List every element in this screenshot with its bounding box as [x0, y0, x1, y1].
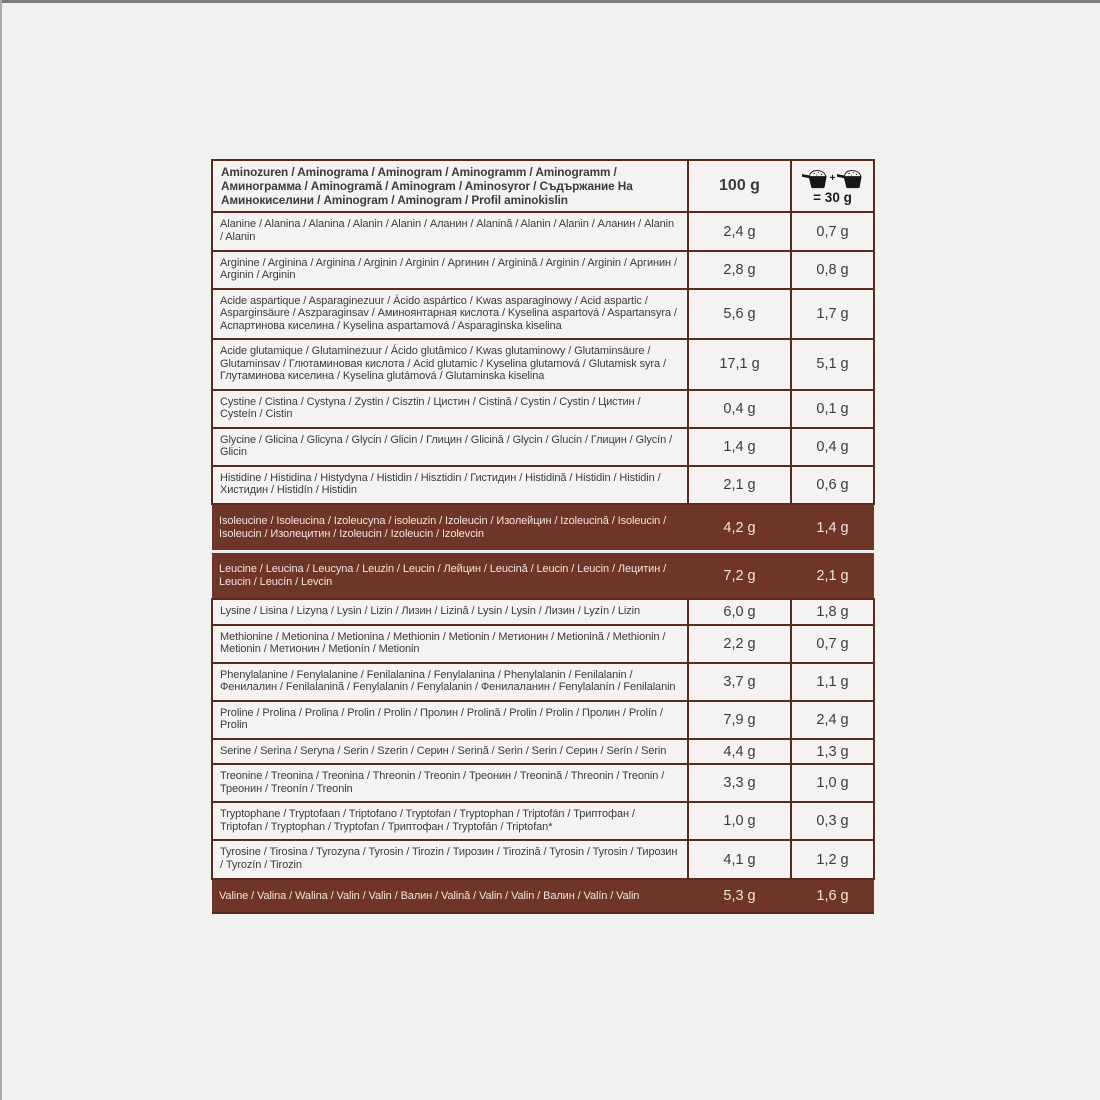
screen-top-edge	[0, 0, 1100, 3]
amino-acid-label: Cystine / Cistina / Cystyna / Zystin / Cisztin / Цистин / Cistină / Cystin / Cystin / Цистин / Cysteín / Cistin	[212, 390, 688, 428]
value-per-100g: 5,6 g	[688, 289, 791, 340]
amino-acid-label: Histidine / Histidina / Histydyna / Histidin / Hisztidin / Гистидин / Histidină / Histidin / Histidin / Хистидин / Histidín / Histidin	[212, 466, 688, 504]
table-row-lysine	[212, 599, 874, 625]
value-per-100g: 5,3 g	[688, 879, 791, 914]
amino-acid-label: Proline / Prolina / Prolina / Prolin / Prolin / Пролин / Prolină / Prolin / Prolin / Пролин / Prolín / Prolin	[212, 701, 688, 739]
table-row-glutamic-acid	[212, 339, 874, 390]
table-row-arginine	[212, 251, 874, 289]
value-per-100g: 2,1 g	[688, 466, 791, 504]
amino-acid-label: Alanine / Alanina / Alanina / Alanin / Alanin / Аланин / Alanină / Alanin / Alanin / Аланин / Alanin / Alanin	[212, 212, 688, 250]
aminogram-table	[211, 159, 873, 914]
value-per-100g: 4,2 g	[688, 504, 791, 552]
value-per-serving: 0,7 g	[791, 212, 874, 250]
amino-acid-label: Arginine / Arginina / Arginina / Arginin / Arginin / Аргинин / Arginină / Arginin / Arginin / Аргинин / Arginin / Arginin	[212, 251, 688, 289]
value-per-serving: 1,3 g	[791, 739, 874, 765]
table-header-row	[212, 160, 874, 212]
value-per-100g: 3,7 g	[688, 663, 791, 701]
amino-acid-label: Methionine / Metionina / Metionina / Methionin / Metionin / Метионин / Metionină / Methionin / Metionin / Метионин / Metionín / Metionin	[212, 625, 688, 663]
amino-acid-label: Treonine / Treonina / Treonina / Threonin / Treonin / Треонин / Treonină / Threonin / Treonin / Треонин / Treonín / Treonin	[212, 764, 688, 802]
value-per-serving: 1,8 g	[791, 599, 874, 625]
table-row-glycine	[212, 428, 874, 466]
table-row-proline	[212, 701, 874, 739]
value-per-serving: 0,4 g	[791, 428, 874, 466]
column-header-serving	[791, 160, 874, 212]
table-row-phenylalanine	[212, 663, 874, 701]
value-per-serving: 0,3 g	[791, 802, 874, 840]
table-row-tyrosine	[212, 840, 874, 878]
amino-acid-label: Isoleucine / Isoleucina / Izoleucyna / isoleuzin / Izoleucin / Изолейцин / Izoleucină / Isoleucin / Isoleucin / Изолецитин / Izoleucin / Izoleucin / Izolevcin	[212, 504, 688, 552]
value-per-serving: 1,1 g	[791, 663, 874, 701]
table-row-methionine	[212, 625, 874, 663]
value-per-serving: 1,4 g	[791, 504, 874, 552]
value-per-100g: 3,3 g	[688, 764, 791, 802]
table-row-valine-highlighted	[212, 879, 874, 914]
amino-acid-label: Phenylalanine / Fenylalanine / Fenilalanina / Fenylalanina / Phenylalanin / Fenilalanin / Фенилалин / Fenilalanină / Fenylalanin / Fenylalanin / Фенилаланин / Fenylalanín / Fenilalanin	[212, 663, 688, 701]
table-row-serine	[212, 739, 874, 765]
amino-acid-label: Leucine / Leucina / Leucyna / Leuzin / Leucin / Лейцин / Leucină / Leucin / Leucin / Лецитин / Leucin / Leucín / Levcin	[212, 552, 688, 600]
amino-acid-label: Acide aspartique / Asparaginezuur / Ácido aspártico / Kwas asparaginowy / Acid aspartic / Asparginsäure / Aszparaginsav / Аминоянтарная кислота / Kyselina aspartová / Aspartansyra / Аспартинова киселина / Kyselina aspartamová / Asparaginska kiselina	[212, 289, 688, 340]
screen-left-edge	[0, 0, 2, 1100]
plus-sign: +	[829, 173, 836, 185]
value-per-100g: 7,2 g	[688, 552, 791, 600]
value-per-100g: 1,0 g	[688, 802, 791, 840]
value-per-serving: 0,7 g	[791, 625, 874, 663]
amino-acid-label: Glycine / Glicina / Glicyna / Glycin / Glicin / Глицин / Glicină / Glycin / Glucin / Глицин / Glycín / Glicin	[212, 428, 688, 466]
amino-acid-table	[211, 159, 875, 914]
scoop-icon	[802, 169, 828, 189]
value-per-100g: 2,8 g	[688, 251, 791, 289]
amino-acid-label: Valine / Valina / Walina / Valin / Valin / Валин / Valină / Valin / Valin / Валин / Valín / Valin	[212, 879, 688, 914]
table-row-isoleucine-highlighted	[212, 504, 874, 552]
value-per-100g: 7,9 g	[688, 701, 791, 739]
value-per-serving: 2,4 g	[791, 701, 874, 739]
table-row-histidine	[212, 466, 874, 504]
scoop-icon	[837, 169, 863, 189]
amino-acid-label: Acide glutamique / Glutaminezuur / Ácido glutâmico / Kwas glutaminowy / Glutaminsäure / Glutaminsav / Глютаминовая кислота / Acid glutamic / Kyselina glutamová / Glutamisk syra / Глутаминова киселина / Kyselina glutámová / Glutaminska kiselina	[212, 339, 688, 390]
table-title: Aminozuren / Aminograma / Aminogram / Aminogramm / Aminogramm / Аминограмма / Aminogramă / Aminogram / Aminosyror / Съдържание На Аминокиселини / Aminogram / Aminogram / Profil aminokislin	[212, 160, 688, 212]
amino-acid-label: Lysine / Lisina / Lizyna / Lysin / Lizin / Лизин / Lizină / Lysin / Lysin / Лизин / Lyzín / Lizin	[212, 599, 688, 625]
value-per-serving: 1,2 g	[791, 840, 874, 878]
table-row-leucine-highlighted	[212, 552, 874, 600]
value-per-serving: 2,1 g	[791, 552, 874, 600]
value-per-serving: 1,7 g	[791, 289, 874, 340]
value-per-serving: 1,6 g	[791, 879, 874, 914]
value-per-serving: 0,6 g	[791, 466, 874, 504]
value-per-100g: 4,4 g	[688, 739, 791, 765]
value-per-100g: 1,4 g	[688, 428, 791, 466]
value-per-100g: 17,1 g	[688, 339, 791, 390]
value-per-100g: 2,4 g	[688, 212, 791, 250]
value-per-serving: 5,1 g	[791, 339, 874, 390]
value-per-100g: 6,0 g	[688, 599, 791, 625]
amino-acid-label: Tyrosine / Tirosina / Tyrozyna / Tyrosin / Tirozin / Тирозин / Tirozină / Tyrosin / Tyrosin / Тирозин / Tyrozín / Tirozin	[212, 840, 688, 878]
table-row-aspartic-acid	[212, 289, 874, 340]
value-per-100g: 4,1 g	[688, 840, 791, 878]
table-row-cystine	[212, 390, 874, 428]
value-per-serving: 0,1 g	[791, 390, 874, 428]
value-per-serving: 1,0 g	[791, 764, 874, 802]
value-per-serving: 0,8 g	[791, 251, 874, 289]
table-row-tryptophan	[212, 802, 874, 840]
value-per-100g: 2,2 g	[688, 625, 791, 663]
table-row-alanine	[212, 212, 874, 250]
amino-acid-label: Tryptophane / Tryptofaan / Triptofano / Tryptofan / Tryptophan / Triptofán / Триптофан / Triptofan / Tryptophan / Tryptofan / Триптофан / Tryptofán / Triptofan*	[212, 802, 688, 840]
serving-size-label: = 30 g	[813, 189, 852, 205]
amino-acid-label: Serine / Serina / Seryna / Serin / Szerin / Серин / Serină / Serin / Serin / Серин / Serín / Serin	[212, 739, 688, 765]
value-per-100g: 0,4 g	[688, 390, 791, 428]
column-header-100g: 100 g	[688, 160, 791, 212]
table-row-threonine	[212, 764, 874, 802]
